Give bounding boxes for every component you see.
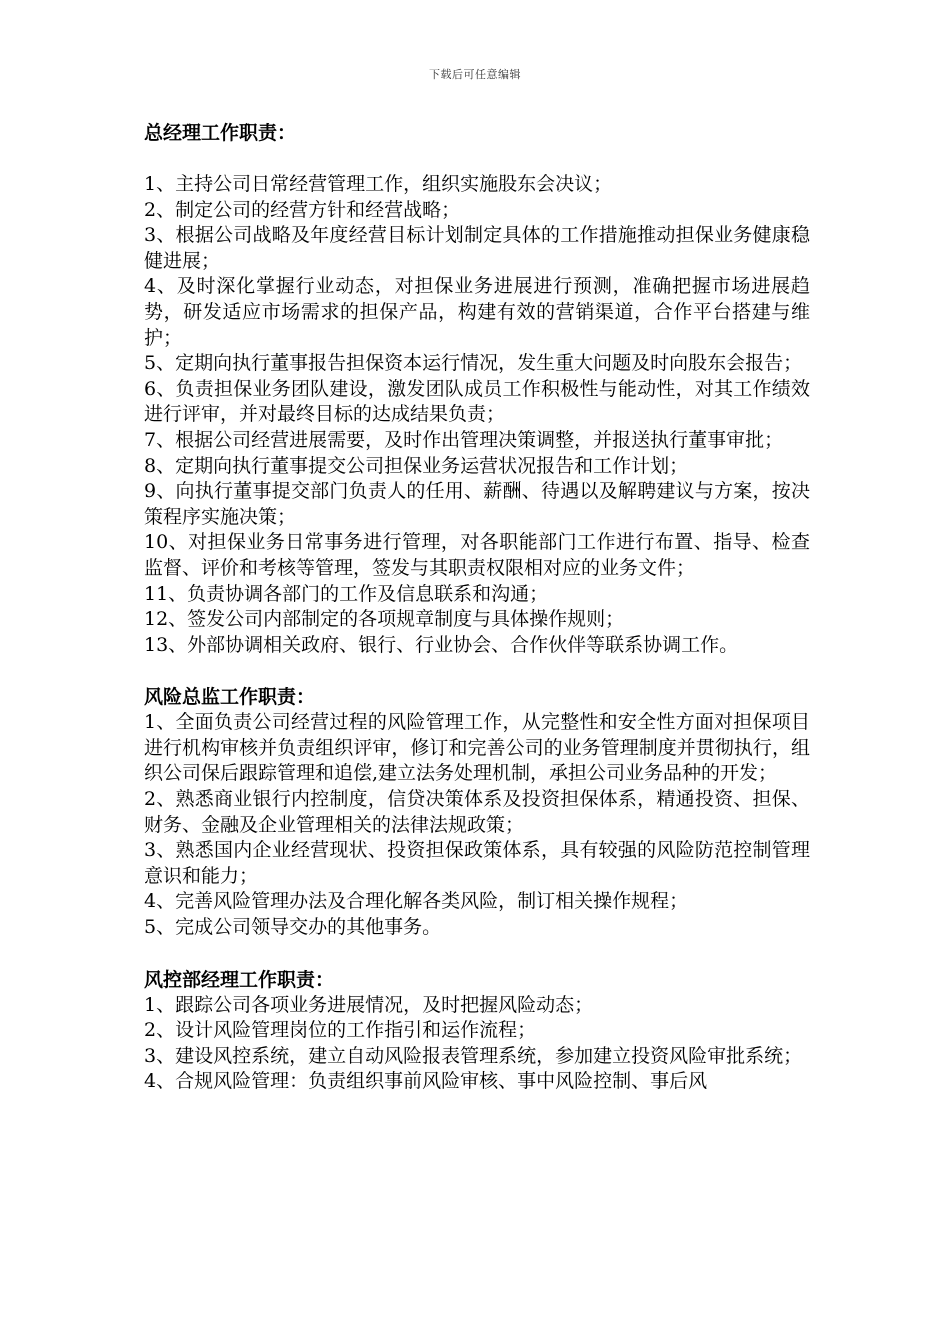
section-general-manager xyxy=(144,120,810,658)
list-item: 5、定期向执行董事报告担保资本运行情况，发生重大问题及时向股东会报告； xyxy=(144,352,803,375)
document-body xyxy=(144,120,810,1121)
list-item: 1、跟踪公司各项业务进展情况，及时把握风险动态； xyxy=(144,993,594,1016)
list-item: 7、根据公司经营进展需要，及时作出管理决策调整，并报送执行董事审批； xyxy=(144,428,784,451)
list-item: 6、负责担保业务团队建设，激发团队成员工作积极性与能动性，对其工作绩效进行评审，并对最终目标的达成结果负责； xyxy=(144,377,810,426)
list-item: 12、签发公司内部制定的各项规章制度与具体操作规则； xyxy=(144,608,625,631)
list-item: 2、制定公司的经营方针和经营战略； xyxy=(144,198,461,221)
list-item: 4、完善风险管理办法及合理化解各类风险，制订相关操作规程； xyxy=(144,890,689,913)
list-item: 2、熟悉商业银行内控制度，信贷决策体系及投资担保体系，精通投资、担保、财务、金融及企业管理相关的法律法规政策； xyxy=(144,788,810,836)
list-item: 3、熟悉国内企业经营现状、投资担保政策体系，具有较强的风险防范控制管理意识和能力； xyxy=(144,839,810,887)
section-title: 总经理工作职责： xyxy=(144,122,297,144)
list-item: 13、外部协调相关政府、银行、行业协会、合作伙伴等联系协调工作。 xyxy=(144,633,739,656)
section-risk-control-manager xyxy=(144,967,810,1095)
list-item: 4、及时深化掌握行业动态，对担保业务进展进行预测，准确把握市场进展趋势，研发适应市场需求的担保产品，构建有效的营销渠道，合作平台搭建与维护； xyxy=(144,275,810,349)
section-risk-director xyxy=(144,684,810,940)
list-item: 1、主持公司日常经营管理工作，组织实施股东会决议； xyxy=(144,173,613,195)
list-item: 5、完成公司领导交办的其他事务。 xyxy=(144,916,442,939)
header-note: 下载后可任意编辑 xyxy=(429,68,521,81)
section-title: 风险总监工作职责： xyxy=(144,686,316,709)
list-item: 9、向执行董事提交部门负责人的任用、薪酬、待遇以及解聘建议与方案，按决策程序实施决策； xyxy=(144,480,810,528)
section-title: 风控部经理工作职责： xyxy=(144,968,335,991)
list-item: 10、对担保业务日常事务进行管理，对各职能部门工作进行布置、指导、检查监督、评价和考核等管理，签发与其职责权限相对应的业务文件； xyxy=(144,531,810,579)
list-item: 4、合规风险管理：负责组织事前风险审核、事中风险控制、事后风 xyxy=(144,1070,708,1093)
list-item: 2、设计风险管理岗位的工作指引和运作流程； xyxy=(144,1019,537,1042)
list-item: 11、负责协调各部门的工作及信息联系和沟通； xyxy=(144,582,549,605)
list-item: 8、定期向执行董事提交公司担保业务运营状况报告和工作计划； xyxy=(144,454,689,477)
list-item: 3、根据公司战略及年度经营目标计划制定具体的工作措施推动担保业务健康稳健进展； xyxy=(144,224,810,272)
list-item: 3、建设风控系统，建立自动风险报表管理系统，参加建立投资风险审批系统； xyxy=(144,1044,803,1067)
list-item: 1、全面负责公司经营过程的风险管理工作，从完整性和安全性方面对担保项目进行机构审核并负责组织评审，修订和完善公司的业务管理制度并贯彻执行，组织公司保后跟踪管理和追偿,建立法务处理机制，承担公司业务品种的开发； xyxy=(144,711,810,785)
